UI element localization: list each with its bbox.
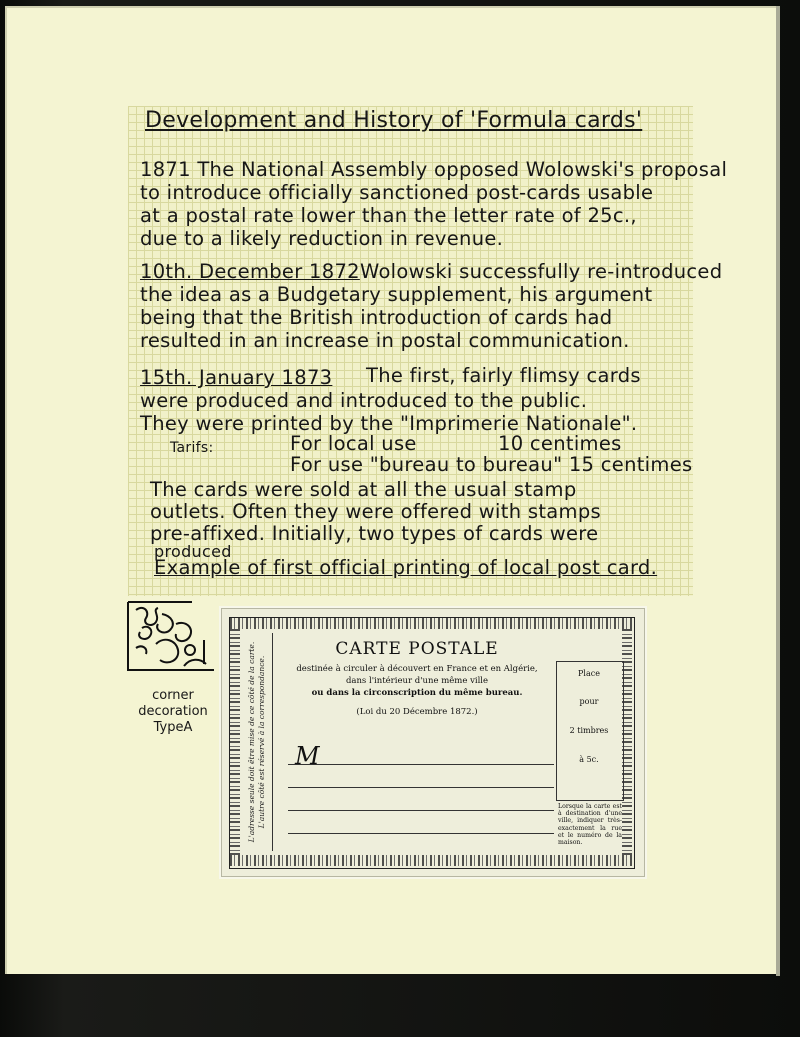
corner-caption-line-1: corner [152, 688, 194, 703]
address-line-1 [288, 764, 554, 765]
card-side-line-1: L'adresse seule doit être mise de ce côté de la carte. [247, 641, 256, 843]
card-subtitle-3: ou dans la circonscription du même bureau. [311, 688, 523, 698]
card-ornament-left [230, 629, 240, 855]
p3-line-5: outlets. Often they were offered with stamps [150, 500, 601, 523]
p3-line-2: were produced and introduced to the public. [140, 389, 588, 412]
p1-line-4: due to a likely reduction in revenue. [140, 227, 504, 250]
p3-line-1: The first, fairly flimsy cards [366, 364, 641, 387]
address-line-2 [288, 787, 554, 788]
page-edge [776, 6, 780, 976]
p3-line-6: pre-affixed. Initially, two types of cards were [150, 522, 599, 545]
card-side-line-2: L'autre côté est réservé à la correspondance. [257, 655, 266, 829]
corner-caption-line-2: decoration [138, 704, 208, 719]
tarif-bureau: For use "bureau to bureau" 15 centimes [290, 453, 693, 476]
card-ornament-bottom [230, 855, 632, 866]
tarif-local-price: 10 centimes [498, 432, 622, 455]
p1-line-2: to introduce officially sanctioned post-cards usable [140, 181, 654, 204]
card-addressee-m: M [295, 742, 320, 770]
corner-caption [118, 688, 228, 736]
address-line-4 [288, 833, 554, 834]
card-title: CARTE POSTALE [335, 639, 499, 659]
p1-line-1: 1871 The National Assembly opposed Wolowski's proposal [140, 158, 728, 181]
p2-line-2: the idea as a Budgetary supplement, his argument [140, 283, 653, 306]
carte-postale [221, 608, 645, 877]
tarifs-label: Tarifs: [170, 440, 214, 456]
stamp-line-2: pour [579, 697, 599, 706]
stamp-line-3: 2 timbres [569, 726, 609, 735]
p1-line-3: at a postal rate lower than the letter rate of 25c., [140, 204, 637, 227]
p3-line-7: produced [154, 542, 232, 561]
p2-date: 10th. December 1872 [140, 260, 360, 283]
p2-line-1: Wolowski successfully re-introduced [360, 260, 723, 283]
p3-line-3: They were printed by the "Imprimerie Nationale". [140, 412, 638, 435]
card-law: (Loi du 20 Décembre 1872.) [356, 707, 478, 717]
card-address-note: Lorsque la carte est à destination d'une ville, indiquer très-exactement la rue et le numéro de la maison. [558, 803, 622, 847]
corner-decoration-sketch [124, 600, 218, 680]
p2-line-4: resulted in an increase in postal communication. [140, 329, 630, 352]
stamp-line-4: à 5c. [579, 755, 599, 764]
p3-line-4: The cards were sold at all the usual stamp [150, 478, 577, 501]
page-title: Development and History of 'Formula cards' [145, 108, 643, 133]
card-ornament-top [230, 618, 632, 629]
card-side-instructions [242, 633, 273, 851]
card-subtitle-2: dans l'intérieur d'une même ville [345, 676, 489, 686]
p2-line-3: being that the British introduction of cards had [140, 306, 613, 329]
stamp-line-1: Place [578, 669, 600, 678]
corner-caption-line-3: TypeA [153, 720, 193, 735]
p3-date: 15th. January 1873 [140, 366, 333, 389]
p3-line-8: Example of first official printing of local post card. [154, 556, 658, 579]
card-subtitle-1: destinée à circuler à découvert en France et en Algérie, [296, 664, 538, 674]
tarif-local-use: For local use [290, 432, 417, 455]
address-line-3 [288, 810, 554, 811]
